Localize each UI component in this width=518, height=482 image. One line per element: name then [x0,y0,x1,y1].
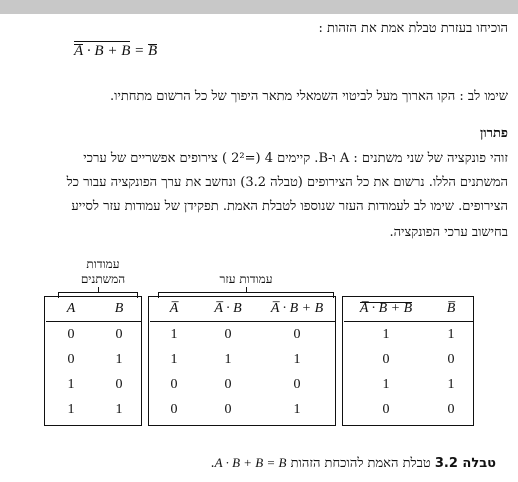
table-row: 1 1 0 0 1 0 0 [67,401,455,417]
caption-formula: A · B + B = B [214,455,287,470]
solution-heading: פתרון [479,126,508,141]
header-a-bar-b: A̅ · B [198,296,258,322]
header-a-bar: A̅ [150,296,198,322]
table-row: 1 0 0 0 0 1 1 [67,376,455,392]
identity-equals: = [134,43,145,59]
identity-a-bar: A [74,43,84,59]
identity-lhs-overbar [74,40,130,60]
identity-equation [74,40,157,60]
group-label-variables: עמודות המשתנים [80,257,126,286]
note-text: שימו לב : הקו הארוך מעל לביטוי השמאלי מתאר היפוך של כל הרשום מתחתיו. [110,89,508,104]
header-a-bar-b-plus-b: A̅ · B + B [258,296,336,322]
table-row: 0 0 1 0 0 1 1 [67,326,455,342]
solution-line-2: המשתנים הללו. נרשום את כל הצירופים (טבלה 3.2) ונחשב את ערך הפונקציה עבור כל [66,175,508,190]
header-b-bar: B̅ [428,296,474,322]
solution-line-1: זוהי פונקציה של שני משתנים : A ו-B. קיימים 4 (=2² ) צירופים אפשריים של ערכי [83,151,508,166]
identity-rhs: B [148,43,158,59]
table-header-row [46,296,474,322]
header-b: B [96,296,142,322]
caption-end: . [210,456,215,471]
top-gray-bar [0,0,518,14]
header-lhs-expression: A̅ · B + B [344,296,428,322]
header-a: A [46,296,96,322]
table-caption [210,455,496,471]
truth-table [46,296,474,422]
identity-b: B [94,43,104,59]
identity-b2: B [121,43,131,59]
table-row: 0 1 1 1 1 0 0 [67,351,455,367]
identity-dot: · [86,43,91,59]
identity-plus: + [107,43,118,59]
caption-label: טבלה 3.2 [434,456,496,471]
solution-line-4: בחישוב ערכי הפונקציה. [389,225,508,240]
solution-line-3: הצירופים. שימו לב לעמודות העזר שנוספו לטבלת האמת. תפקידן של עמודות עזר לסייע [71,199,508,214]
caption-text: טבלת האמת להוכחת הזהות [290,456,431,471]
group-label-helper: עמודות עזר [219,272,273,286]
instruction-text: הוכיחו בעזרת טבלת אמת את הזהות : [318,21,508,36]
